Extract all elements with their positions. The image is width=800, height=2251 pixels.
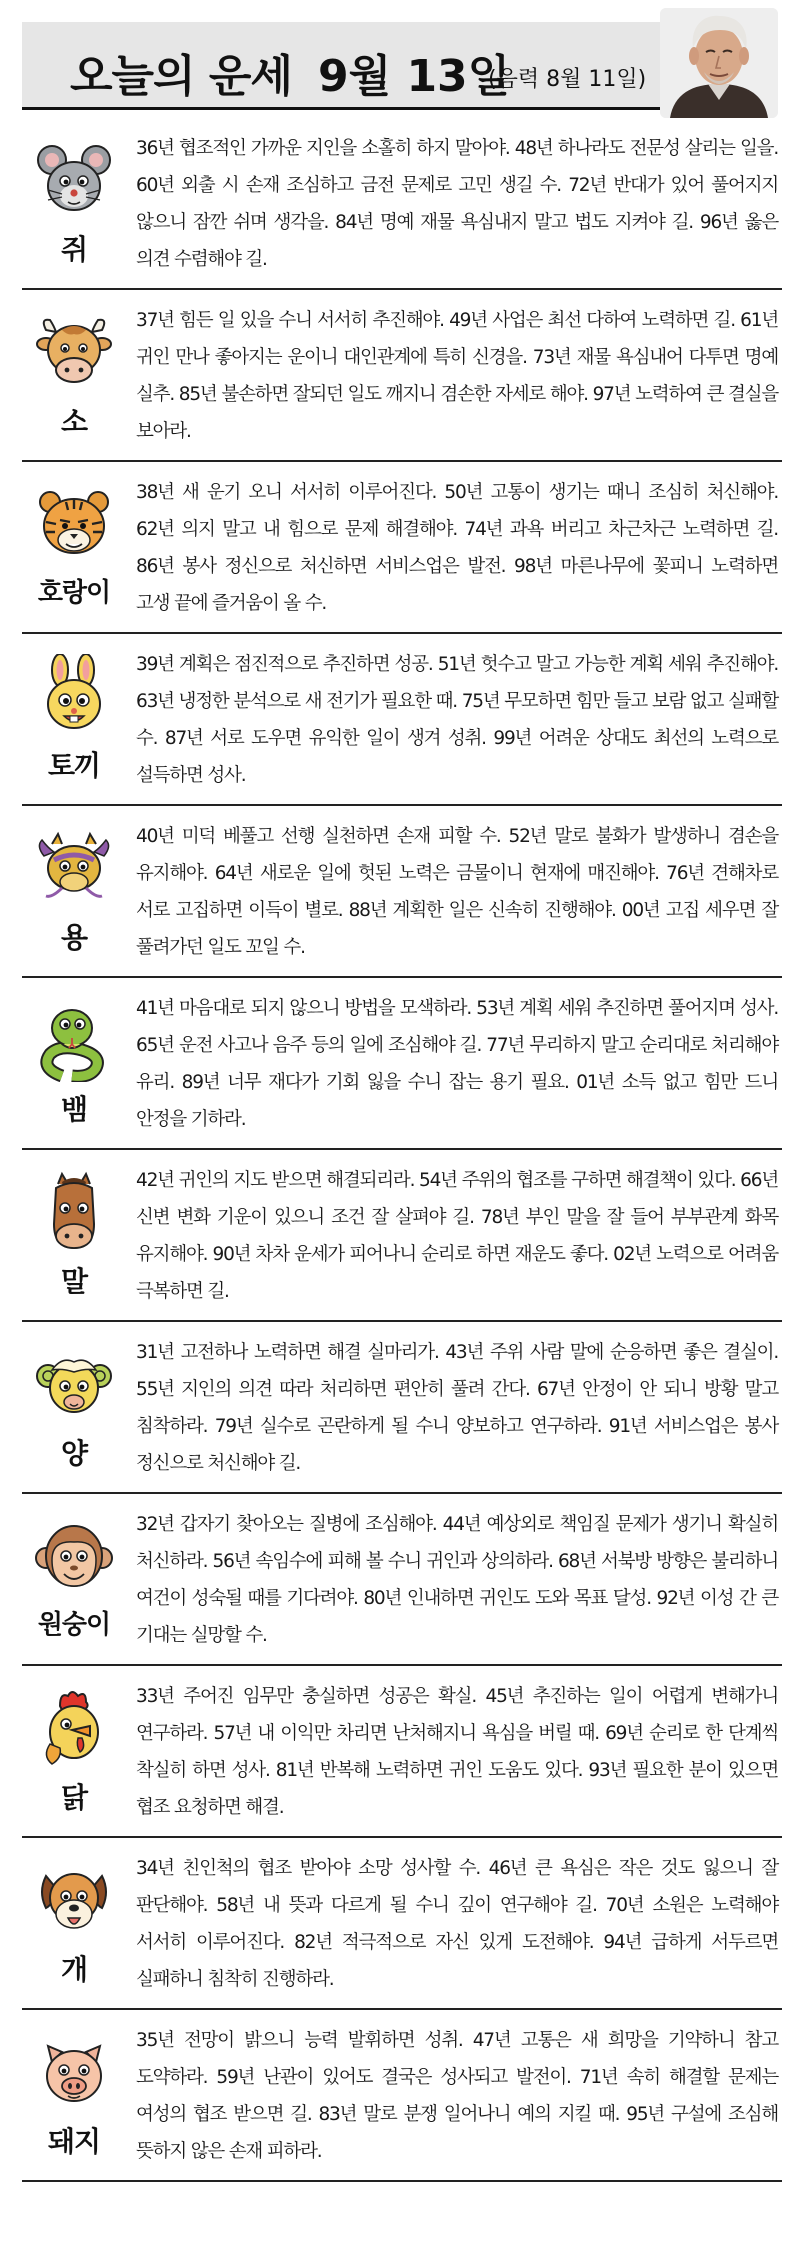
fortune-text: 41년 마음대로 되지 않으니 방법을 모색하라. 53년 계획 세워 추진하면 풀어지며 성사. 65년 운전 사고나 음주 등의 일에 조심해야 길. 77년 무리하지 말고 순리대로 처리해야 유리. 89년 너무 재다가 기회 잃을 수니 잡는 용기 필요. 01년 소득 없고 힘만 드니 안정을 기하라. [136,998,778,1130]
fortune-row-ox [22,290,782,462]
date-label: 9월 13일 [318,51,511,102]
sign-name: 닭 [60,1781,88,1814]
sign-name: 개 [60,1953,88,1986]
ox-icon [32,310,116,394]
sign-name: 쥐 [60,233,88,266]
zodiac-sign [22,2010,126,2180]
zodiac-sign [22,1494,126,1664]
sign-name: 양 [60,1437,88,1470]
fortune-row-rat [22,118,782,290]
sign-name: 돼지 [47,2125,101,2158]
sheep-icon [32,1342,116,1426]
fortune-row-pig [22,2010,782,2182]
dragon-icon [32,826,116,910]
fortune-text: 33년 주어진 임무만 충실하면 성공은 확실. 45년 추진하는 일이 어렵게 변해가니 연구하라. 57년 내 이익만 차리면 난처해지니 욕심을 버릴 때. 69년 순리로 한 단계씩 착실히 하면 성사. 81년 반복해 노력하면 귀인 도움도 있다. 93년 필요한 분이 있으면 협조 요청하면 해결. [136,1686,778,1818]
zodiac-sign [22,290,126,460]
fortune-text: 37년 힘든 일 있을 수니 서서히 추진해야. 49년 사업은 최선 다하여 노력하면 길. 61년 귀인 만나 좋아지는 운이니 대인관계에 특히 신경을. 73년 재물 욕심내어 다투면 명예 실추. 85년 불손하면 잘되던 일도 깨지니 겸손한 자세로 해야. 97년 노력하여 큰 결실을 보아라. [136,310,778,442]
sign-name: 소 [60,405,88,438]
fortune-row-dragon [22,806,782,978]
sign-name: 원숭이 [37,1610,111,1640]
zodiac-sign [22,978,126,1148]
sign-name: 말 [60,1265,88,1298]
tiger-icon [32,482,116,566]
fortune-row-rabbit [22,634,782,806]
sign-name: 호랑이 [37,578,111,608]
fortune-row-rooster [22,1666,782,1838]
zodiac-sign [22,634,126,804]
zodiac-sign [22,462,126,632]
fortune-text: 38년 새 운기 오니 서서히 이루어진다. 50년 고통이 생기는 때니 조심히 처신해야. 62년 의지 말고 내 힘으로 문제 해결해야. 74년 과욕 버리고 차근차근 노력하면 길. 86년 봉사 정신으로 처신하면 서비스업은 발전. 98년 마른나무에 꽃피니 노력하면 고생 끝에 즐거움이 올 수. [136,482,778,614]
zodiac-sign [22,1666,126,1836]
lunar-date-label: (음력 8월 11일) [488,67,647,92]
fortune-text: 36년 협조적인 가까운 지인을 소홀히 하지 말아야. 48년 하나라도 전문성 살리는 일을. 60년 외출 시 손재 조심하고 금전 문제로 고민 생길 수. 72년 반대가 있어 풀어지지 않으니 잠깐 쉬며 생각을. 84년 명예 재물 욕심내지 말고 법도 지켜야 길. 96년 옳은 의견 수렴해야 길. [136,138,778,270]
pig-icon [32,2030,116,2114]
sign-name: 토끼 [47,749,101,782]
fortune-row-dog [22,1838,782,2010]
snake-icon [32,998,116,1082]
fortune-text: 39년 계획은 점진적으로 추진하면 성공. 51년 헛수고 말고 가능한 계획 세워 추진해야. 63년 냉정한 분석으로 새 전기가 필요한 때. 75년 무모하면 힘만 들고 보람 없고 실패할 수. 87년 서로 도우면 유익한 일이 생겨 성취. 99년 어려운 상대도 최선의 노력으로 설득하면 성사. [136,654,778,786]
fortune-list [22,118,782,2182]
fortune-row-monkey [22,1494,782,1666]
author-portrait-icon [660,8,778,118]
rat-icon [32,138,116,222]
monkey-icon [32,1514,116,1598]
rooster-icon [32,1686,116,1770]
fortune-row-tiger [22,462,782,634]
sign-name: 용 [60,921,88,954]
zodiac-sign [22,806,126,976]
fortune-text: 35년 전망이 밝으니 능력 발휘하면 성취. 47년 고통은 새 희망을 기약하니 참고 도약하라. 59년 난관이 있어도 결국은 성사되고 발전이. 71년 속히 해결할 문제는 여성의 협조 받으면 길. 83년 말로 분쟁 일어나니 예의 지킬 때. 95년 구설에 조심해 뜻하지 않은 손재 피하라. [136,2030,778,2162]
fortune-row-horse [22,1150,782,1322]
page-title: 오늘의 운세 [70,51,292,102]
zodiac-sign [22,1150,126,1320]
horse-icon [32,1170,116,1254]
fortune-text: 40년 미덕 베풀고 선행 실천하면 손재 피할 수. 52년 말로 불화가 발생하니 겸손을 유지해야. 64년 새로운 일에 헛된 노력은 금물이니 현재에 매진해야. 76년 견해차로 서로 고집하면 이득이 별로. 88년 계획한 일은 신속히 진행해야. 00년 고집 세우면 잘 풀려가던 일도 꼬일 수. [136,826,778,958]
rabbit-icon [32,654,116,738]
zodiac-sign [22,1838,126,2008]
header [22,22,702,110]
fortune-text: 31년 고전하나 노력하면 해결 실마리가. 43년 주위 사람 말에 순응하면 좋은 결실이. 55년 지인의 의견 따라 처리하면 편안히 풀려 간다. 67년 안정이 안 되니 방황 말고 침착하라. 79년 실수로 곤란하게 될 수니 양보하고 연구하라. 91년 서비스업은 봉사 정신으로 처신해야 길. [136,1342,778,1474]
sign-name: 뱀 [60,1093,88,1126]
author-portrait [660,8,778,118]
fortune-row-snake [22,978,782,1150]
fortune-text: 34년 친인척의 협조 받아야 소망 성사할 수. 46년 큰 욕심은 작은 것도 잃으니 잘 판단해야. 58년 내 뜻과 다르게 될 수니 깊이 연구해야 길. 70년 소원은 노력해야 서서히 이루어진다. 82년 적극적으로 자신 있게 도전해야. 94년 급하게 서두르면 실패하니 침착히 진행하라. [136,1858,778,1990]
fortune-row-sheep [22,1322,782,1494]
dog-icon [32,1858,116,1942]
fortune-text: 32년 갑자기 찾아오는 질병에 조심해야. 44년 예상외로 책임질 문제가 생기니 확실히 처신하라. 56년 속임수에 피해 볼 수니 귀인과 상의하라. 68년 서북방 방향은 불리하니 여건이 성숙될 때를 기다려야. 80년 인내하면 귀인도 도와 목표 달성. 92년 이성 간 큰 기대는 실망할 수. [136,1514,778,1646]
fortune-text: 42년 귀인의 지도 받으면 해결되리라. 54년 주위의 협조를 구하면 해결책이 있다. 66년 신변 변화 기운이 있으니 조건 잘 살펴야 길. 78년 부인 말을 잘 들어 부부관계 화목 유지해야. 90년 차차 운세가 피어나니 순리로 하면 재운도 좋다. 02년 노력으로 어려움 극복하면 길. [136,1170,778,1302]
zodiac-sign [22,1322,126,1492]
zodiac-sign [22,118,126,288]
